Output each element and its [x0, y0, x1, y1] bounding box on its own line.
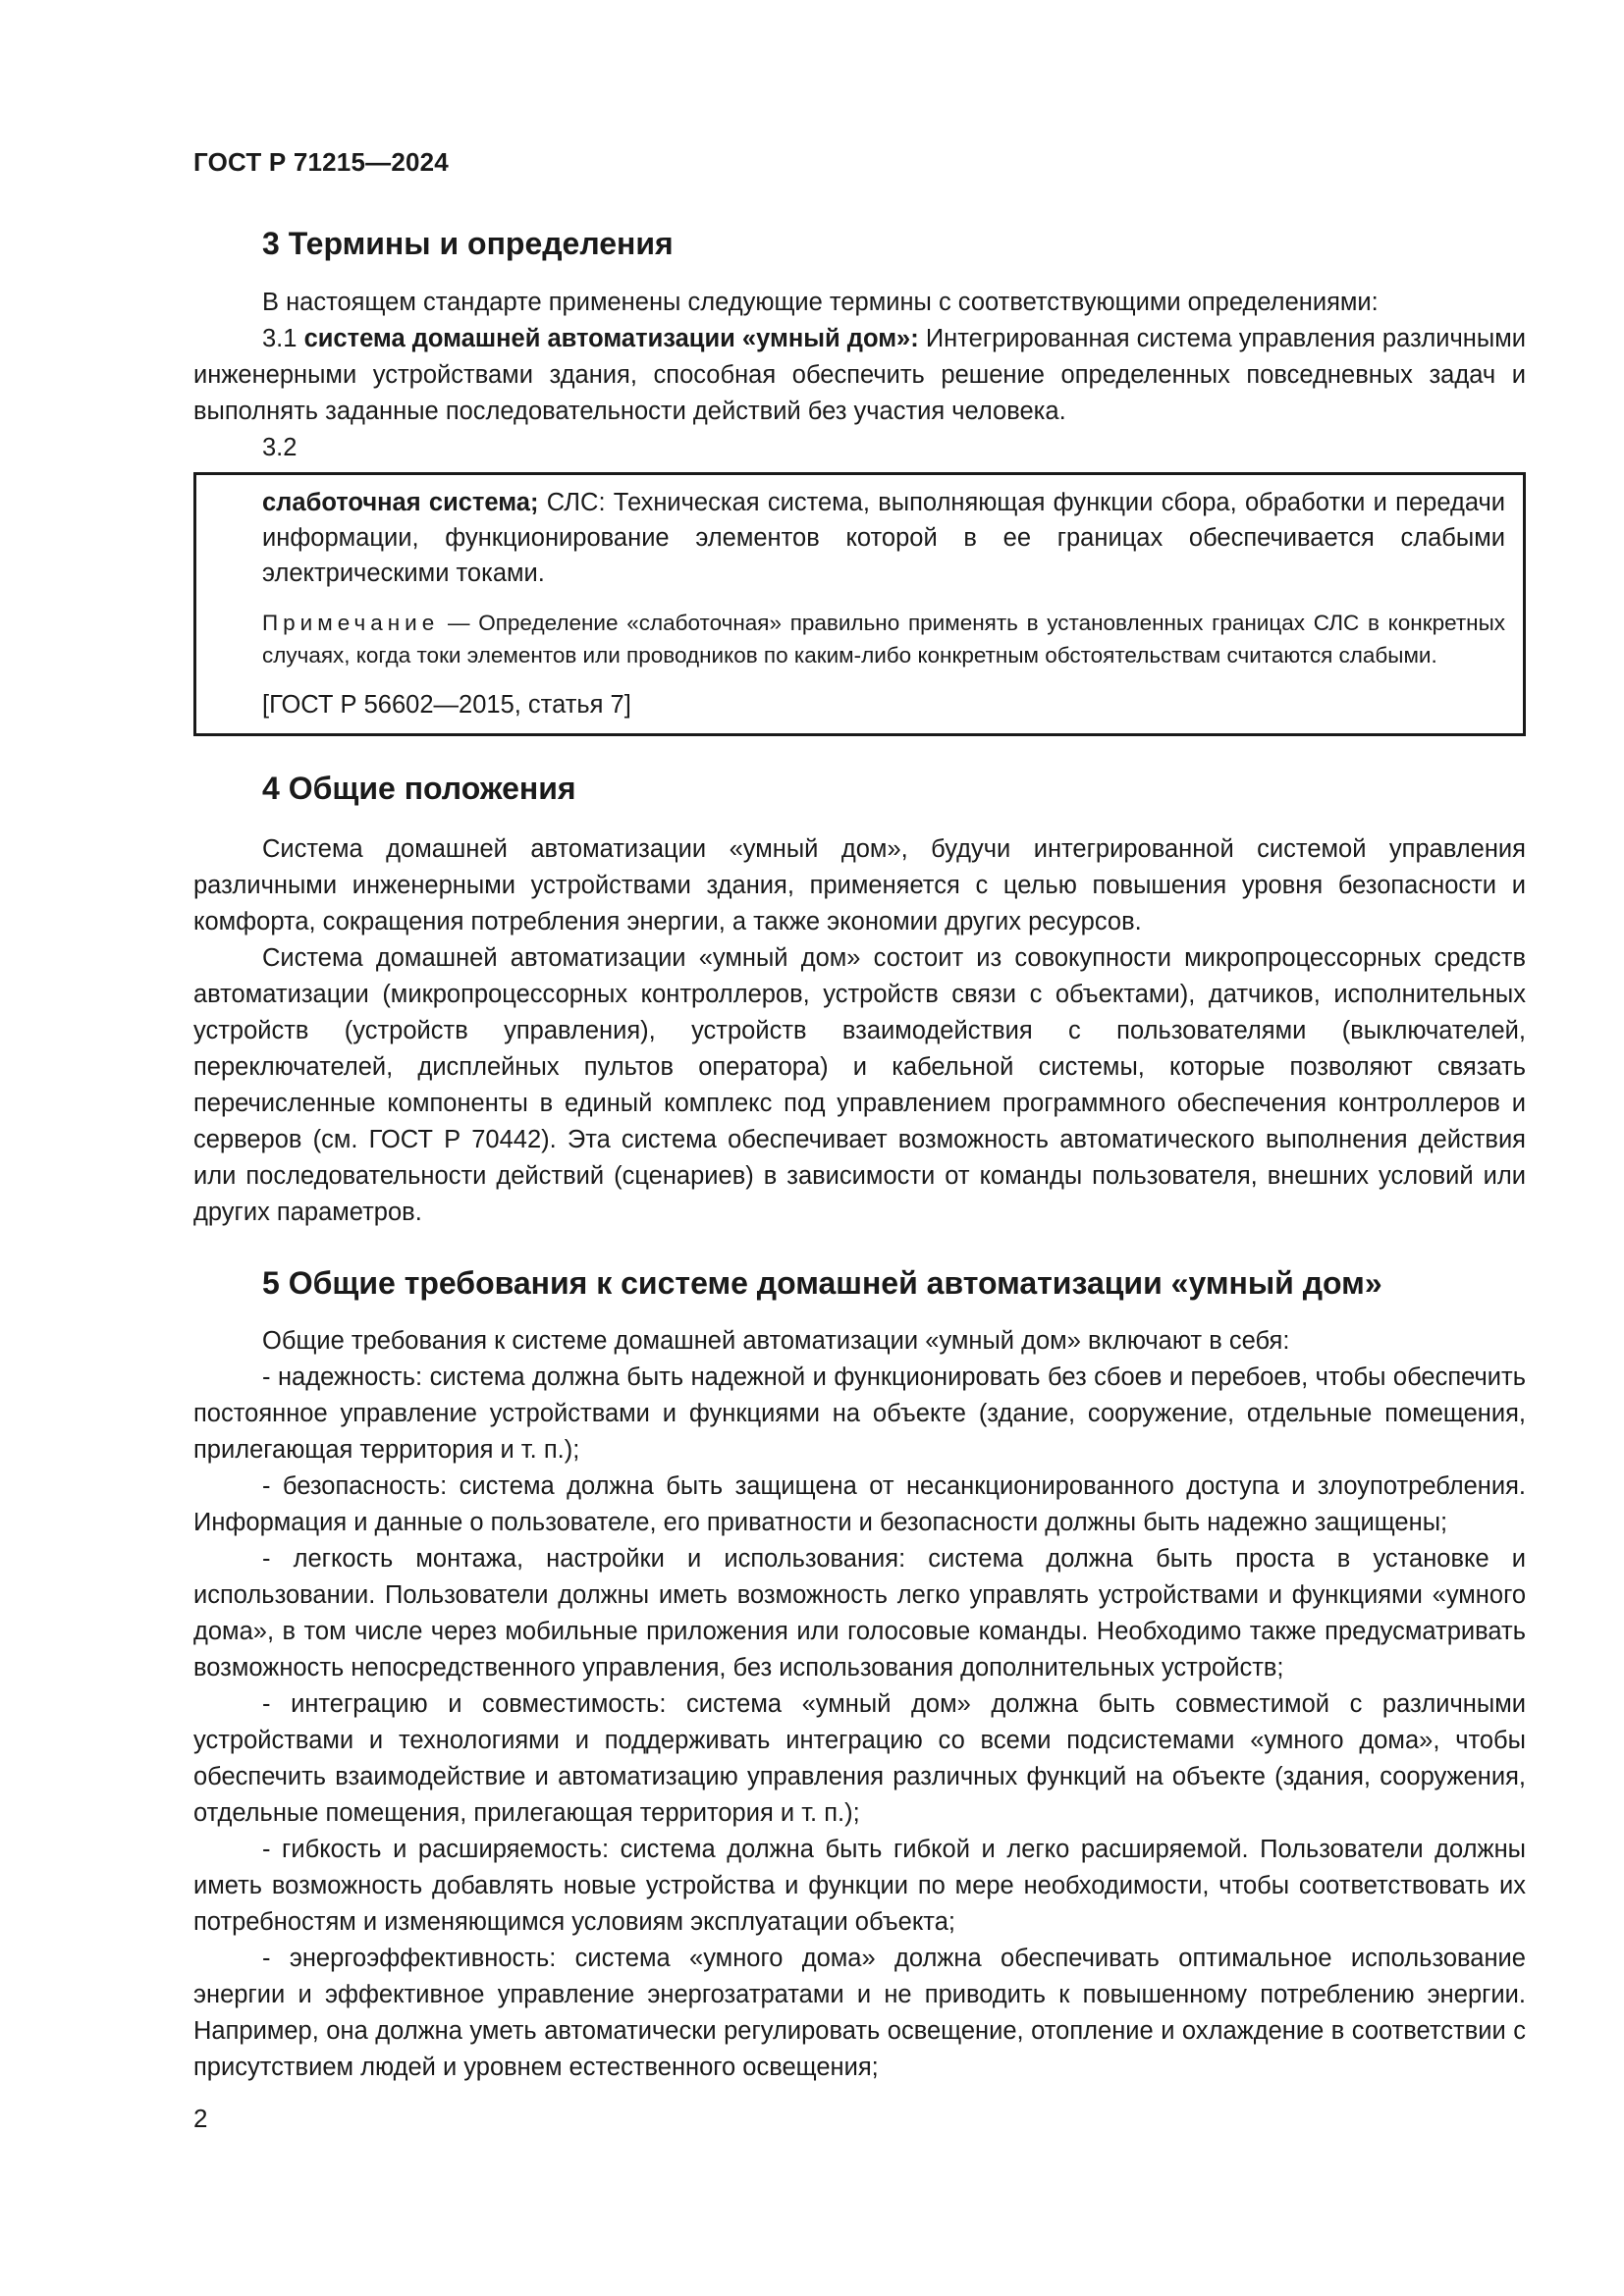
note-text: — Определение «слаботочная» правильно применять в установленных границах СЛС в конкретных случаях, когда токи элементов или проводников по каким-либо конкретным обстоятельствам считаются слабыми. [262, 611, 1505, 667]
term-3-2-note [262, 607, 1505, 671]
page-number: 2 [193, 2104, 208, 2133]
term-3-2-definition: СЛС: Техническая система, выполняющая функции сбора, обработки и передачи информации, функционирование элементов которой в ее границах обеспечивается слабыми электрическими токами. [262, 489, 1505, 587]
requirement-item: - гибкость и расширяемость: система должна быть гибкой и легко расширяемой. Пользователи должны иметь возможность добавлять новые устройства и функции по мере необходимости, чтобы соответствовать их потребностям и изменяющимся условиям эксплуатации объекта; [193, 1836, 1526, 1936]
term-3-2-box [193, 472, 1526, 736]
requirement-item: - безопасность: система должна быть защищена от несанкционированного доступа и злоупотребления. Информация и данные о пользователе, его приватности и безопасности должны быть надежно защищены; [193, 1472, 1526, 1536]
section-3-intro: В настоящем стандарте применены следующие термины с соответствующими определениями: [262, 289, 1379, 316]
section-4-paragraph-1: Система домашней автоматизации «умный дом», будучи интегрированной системой управления различными инженерными устройствами здания, применяется с целью повышения уровня безопасности и комфорта, сокращения потребления энергии, а также экономии других ресурсов. [193, 835, 1526, 935]
term-3-1-definition: Интегрированная система управления различными инженерными устройствами здания, способная обеспечить решение определенных повседневных задач и выполнять заданные последовательности действий без участия человека. [193, 325, 1526, 425]
term-3-1-name: система домашней автоматизации «умный дом»: [303, 325, 919, 352]
note-label: Примечание [262, 611, 440, 635]
document-header: ГОСТ Р 71215—2024 [193, 147, 449, 177]
requirement-item: - легкость монтажа, настройки и использования: система должна быть проста в установке и использовании. Пользователи должны иметь возможность легко управлять устройствами и функциями «умного дома», в том числе через мобильные приложения или голосовые команды. Необходимо также предусматривать возможность непосредственного управления, без использования дополнительных устройств; [193, 1545, 1526, 1682]
section-5-title: 5 Общие требования к системе домашней автоматизации «умный дом» [262, 1265, 1382, 1301]
term-3-2-name: слаботочная система; [262, 489, 539, 516]
term-3-1-number: 3.1 [262, 325, 298, 352]
term-3-2-number: 3.2 [262, 434, 298, 461]
term-3-2-source: [ГОСТ Р 56602—2015, статья 7] [262, 691, 631, 719]
section-5-intro: Общие требования к системе домашней автоматизации «умный дом» включают в себя: [262, 1327, 1290, 1355]
requirement-item: - энергоэффективность: система «умного дома» должна обеспечивать оптимальное использование энергии и эффективное управление энергозатратами и не приводить к повышенному потреблению энергии. Например, она должна уметь автоматически регулировать освещение, отопление и охлаждение в соответствии с присутствием людей и уровнем естественного освещения; [193, 1945, 1526, 2081]
requirement-item: - интеграцию и совместимость: система «умный дом» должна быть совместимой с различными устройствами и технологиями и поддерживать интеграцию со всеми подсистемами «умного дома», чтобы обеспечить взаимодействие и автоматизацию управления различных функций на объекте (здания, сооружения, отдельные помещения, прилегающая территория и т. п.); [193, 1690, 1526, 1827]
section-4-paragraph-2: Система домашней автоматизации «умный дом» состоит из совокупности микропроцессорных средств автоматизации (микропроцессорных контроллеров, устройств связи с объектами), датчиков, исполнительных устройств (устройств управления), устройств взаимодействия с пользователями (выключателей, переключателей, дисплейных пультов оператора) и кабельной системы, которые позволяют связать перечисленные компоненты в единый комплекс под управлением программного обеспечения контроллеров и серверов (см. ГОСТ Р 70442). Эта система обеспечивает возможность автоматического выполнения действия или последовательности действий (сценариев) в зависимости от команды пользователя, внешних условий или других параметров. [193, 944, 1526, 1226]
page-content [193, 224, 1526, 2086]
requirement-item: - надежность: система должна быть надежной и функционировать без сбоев и перебоев, чтобы обеспечить постоянное управление устройствами и функциями на объекте (здание, сооружение, отдельные помещения, прилегающая территория и т. п.); [193, 1363, 1526, 1464]
section-3-title: 3 Термины и определения [262, 226, 674, 261]
term-3-1 [193, 321, 1526, 430]
term-3-2-text [262, 485, 1505, 591]
section-4-title: 4 Общие положения [262, 771, 576, 806]
